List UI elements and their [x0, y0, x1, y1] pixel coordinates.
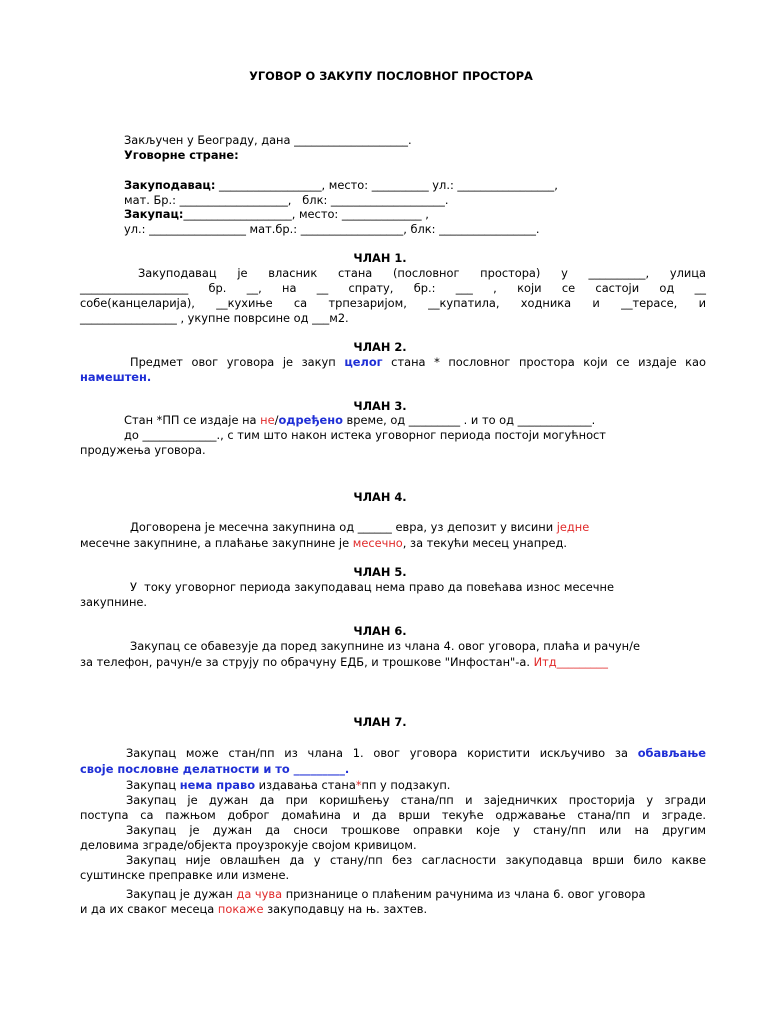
article-7-line-7: деловима зграде/објекта проузрокује својом кривицом. [80, 838, 417, 852]
asterisk: * [355, 778, 362, 792]
article-2-heading: ЧЛАН 2. [353, 340, 407, 354]
landlord-label: Закуподавац: [124, 178, 216, 192]
document-title: УГОВОР О ЗАКУПУ ПОСЛОВНОГ ПРОСТОРА [249, 69, 533, 83]
article-6-line-2 [80, 655, 608, 670]
article-7-line-3 [126, 778, 450, 793]
place-date-line: Закључен у Београду, дана ____________________. [124, 133, 412, 147]
article-1-line-2: ___________________ бр. __, на __ спрату, бр.: ___ , који се састоји од __ [80, 281, 706, 295]
article-7-text-10b: признанице о плаћеним рачунима из члана 6. овог уговора [282, 887, 646, 901]
article-4-text: Договорена је месечна закупнина од ______ евра, уз депозит у висини [130, 520, 557, 534]
article-7-text-10a: Закупац је дужан [126, 887, 237, 901]
article-7-text-11b: закуподавцу на њ. захтев. [263, 902, 428, 916]
highlight-show: покаже [217, 902, 264, 916]
article-4-line-1 [130, 520, 589, 535]
highlight-in: не [260, 413, 275, 427]
article-7-line-11 [80, 902, 427, 917]
article-7-text-3c: пп у подзакуп. [361, 778, 451, 792]
landlord-line [124, 178, 558, 193]
article-3-heading: ЧЛАН 3. [353, 399, 407, 413]
article-6-line-1: Закупац се обавезује да поред закупнине из члана 4. овог уговора, плаћа и рачун/е [130, 639, 640, 653]
article-3-text-cont: време, од _________ . и то од _____________. [342, 413, 596, 427]
highlight-one: једне [556, 520, 590, 534]
article-4-heading: ЧЛАН 4. [353, 490, 407, 504]
tenant-fields: ___________________, место: ______________ , [183, 207, 429, 221]
article-5-line-2: закупнине. [80, 595, 148, 609]
article-3-line-1 [124, 413, 595, 428]
article-7-line-4: Закупац је дужан да при коришћењу стана/пп и заједничких просторија у згради [126, 793, 706, 807]
highlight-monthly: месечно [352, 536, 403, 550]
article-1-line-4: _________________ , укупне поврсине од ___м2. [80, 311, 349, 325]
article-1-line-1: Закуподавац је власник стана (пословног простора) у __________, улица [138, 266, 706, 280]
article-4-text-3: , за текући месец унапред. [402, 536, 567, 550]
parties-label: Уговорне стране: [124, 148, 239, 162]
article-2-text: Предмет овог уговора је закуп [130, 355, 345, 369]
highlight-definite: одређено [278, 413, 343, 427]
article-3-line-3: продужења уговора. [80, 443, 206, 457]
article-1-heading: ЧЛАН 1. [353, 251, 407, 265]
article-7-line-10 [126, 887, 645, 902]
article-7-text: Закупац може стан/пп из члана 1. овог уговора користити искључиво за [126, 746, 638, 760]
article-4-line-2 [80, 536, 567, 551]
article-7-heading: ЧЛАН 7. [353, 715, 407, 729]
landlord-fields: __________________, место: __________ ул.: _________________, [215, 178, 558, 192]
article-4-text-2: месечне закупнине, а плаћање закупнине је [80, 536, 353, 550]
article-7-line-6: Закупац је дужан да сноси трошкове оправки које у стану/пп или на другим [126, 823, 706, 837]
article-1-line-3: собе(канцеларија), __кухиње са трпезаријом, __купатила, ходника и __терасе, и [80, 296, 706, 310]
article-7-text-3a: Закупац [126, 778, 180, 792]
highlight-no-right: нема право [179, 778, 256, 792]
article-7-line-8: Закупац није овлашћен да у стану/пп без сагласности закуподавца врши било какве [126, 853, 706, 867]
article-5-line-1: У току уговорног периода закуподавац нема право да повећава износ месечне [130, 580, 614, 594]
article-2-text-cont: стана * пословног простора који се издаје као [382, 355, 706, 369]
article-7-text-3b: издавања стана [255, 778, 356, 792]
article-6-text: за телефон, рачун/е за струју по обрачуну ЕДБ, и трошкове "Инфостан"-а. [80, 655, 534, 669]
tenant-line-2: ул.: _________________ мат.бр.: __________________, блк: _________________. [124, 222, 540, 236]
article-7-line-9: суштинске преправке или измене. [80, 868, 290, 882]
landlord-line-2: мат. Бр.: ___________________, блк: ____________________. [124, 193, 449, 207]
article-7-line-2: своје пословне делатности и то _________. [80, 762, 350, 776]
tenant-line [124, 207, 429, 222]
article-7-text-11a: и да их сваког месеца [80, 902, 218, 916]
article-7-line-1 [126, 746, 706, 761]
article-3-text: Стан *ПП се издаје на [124, 413, 261, 427]
article-2-line-1 [130, 355, 706, 370]
article-5-heading: ЧЛАН 5. [353, 565, 407, 579]
highlight-whole: целог [344, 355, 383, 369]
highlight-performing: обављање [637, 746, 706, 760]
article-6-heading: ЧЛАН 6. [353, 624, 407, 638]
slash: / [274, 413, 279, 427]
article-7-line-5: поступа са пажњом доброг домаћина и да врши текуће одржавање стана/пп и зграде. [80, 808, 706, 822]
article-3-line-2: до _____________., с тим што након истека уговорног периода постоји могућност [124, 428, 606, 442]
highlight-etc: Итд_________ [533, 655, 608, 669]
article-2-furnished: намештен. [80, 370, 152, 384]
tenant-label: Закупац: [124, 207, 184, 221]
highlight-keep: да чува [236, 887, 283, 901]
